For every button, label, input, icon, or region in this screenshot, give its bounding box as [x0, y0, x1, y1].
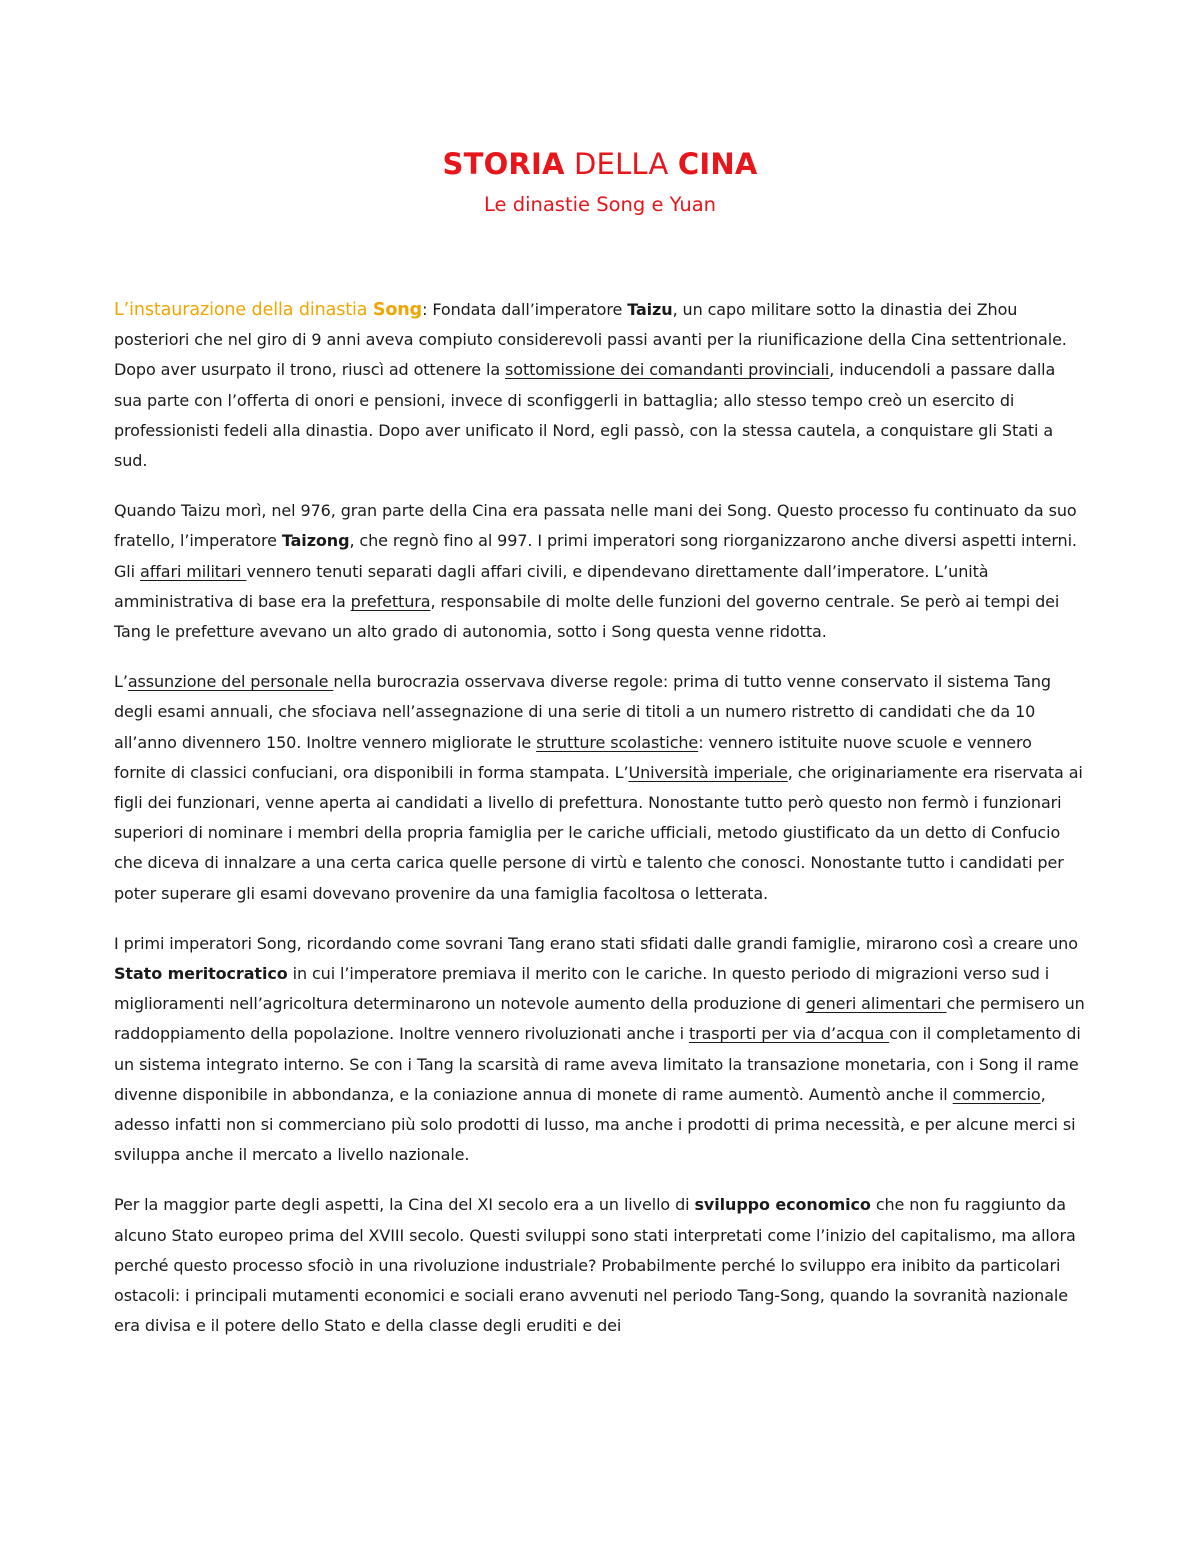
title-word-storia: STORIA: [442, 147, 565, 181]
page-subtitle: Le dinastie Song e Yuan: [483, 193, 717, 216]
underlined-term: sottomissione dei comandanti provinciali: [505, 360, 830, 380]
text-run: I primi imperatori Song, ricordando come sovrani Tang erano stati sfidati dalle grandi famiglie, mirarono così a creare uno: [114, 933, 1078, 953]
paragraph-1: [114, 295, 1086, 476]
text-run: L’: [114, 672, 128, 692]
bold-term: Taizong: [281, 531, 350, 551]
title-block: [0, 145, 1200, 219]
bold-term: sviluppo economico: [694, 1195, 871, 1215]
bold-term: Taizu: [627, 300, 673, 319]
underlined-term: generi alimentari: [805, 994, 947, 1014]
text-run: Per la maggior parte degli aspetti, la Cina del XI secolo era a un livello di: [114, 1195, 695, 1215]
text-run: che permisero un raddoppiamento della popolazione. Inoltre vennero rivoluzionati anche i: [114, 994, 1085, 1044]
text-run: che non fu raggiunto da alcuno Stato europeo prima del XVIII secolo. Questi sviluppi sono stati interpretati come l’inizio del capitalismo, ma allora perché questo processo sfociò in una rivoluzione industriale? Probabilmente perché lo sviluppo era inibito da particolari ostacoli: i principali mutamenti economici e sociali erano avvenuti nel periodo Tang-Song, quando la sovranità nazionale era divisa e il potere dello Stato e della classe degli eruditi e dei: [114, 1195, 1076, 1336]
heading-text: L’instaurazione della dinastia: [114, 300, 373, 320]
text-run: : Fondata dall’imperatore: [422, 300, 628, 319]
text-run: Quando Taizu morì, nel 976, gran parte della Cina era passata nelle mani dei Song. Questo processo fu continuato da suo fratello, l’imperatore: [114, 501, 1077, 551]
text-run: , inducendoli a passare dalla sua parte con l’offerta di onori e pensioni, invece di sconfiggerli in battaglia; allo stesso tempo creò un esercito di professionisti fedeli alla dinastia. Dopo aver unificato il Nord, egli passò, con la stessa cautela, a conquistare gli Stati a sud.: [114, 360, 1056, 471]
title-word-cina: CINA: [677, 147, 758, 181]
text-run: con il completamento di un sistema integrato interno. Se con i Tang la scarsità di rame aveva limitato la transazione monetaria, con i Song il rame divenne disponibile in abbondanza, e la coniazione annua di monete di rame aumentò. Aumentò anche il: [114, 1024, 1081, 1104]
paragraph-3: [114, 667, 1086, 909]
underlined-term: affari militari: [139, 561, 247, 581]
underlined-term: prefettura: [350, 591, 431, 611]
text-run: , che regnò fino al 997. I primi imperatori song riorganizzarono anche diversi aspetti interni. Gli: [114, 531, 1077, 581]
document-body: [114, 295, 1086, 1362]
bold-term: Stato meritocratico: [114, 964, 288, 984]
text-run: , un capo militare sotto la dinastia dei Zhou posteriori che nel giro di 9 anni aveva compiuto considerevoli passi avanti per la riunificazione della Cina settentrionale. Dopo aver usurpato il trono, riuscì ad ottenere la: [114, 300, 1067, 380]
underlined-term: strutture scolastiche: [536, 732, 699, 752]
text-run: , che originariamente era riservata ai figli dei funzionari, venne aperta ai candidati a livello di prefettura. Nonostante tutto però questo non fermò i funzionari superiori di nominare i membri della propria famiglia per le cariche ufficiali, metodo giustificato da un detto di Confucio che diceva di innalzare a una certa carica quelle persone di virtù e talento che conosci. Nonostante tutto i candidati per poter superare gli esami dovevano provenire da una famiglia facoltosa o letterata.: [114, 762, 1083, 903]
paragraph-4: [114, 929, 1086, 1171]
underlined-term: commercio: [952, 1084, 1041, 1104]
heading-bold: Song: [372, 300, 423, 320]
title-word-della: DELLA: [564, 147, 678, 181]
underlined-term: Università imperiale: [628, 762, 788, 782]
text-run: , responsabile di molte delle funzioni del governo centrale. Se però ai tempi dei Tang le prefetture avevano un alto grado di autonomia, sotto i Song questa venne ridotta.: [114, 591, 1060, 642]
text-run: in cui l’imperatore premiava il merito con le cariche. In questo periodo di migrazioni verso sud i miglioramenti nell’agricoltura determinarono un notevole aumento della produzione di: [114, 964, 1050, 1014]
paragraph-2: [114, 496, 1086, 647]
section-heading: [114, 300, 422, 320]
page-title: [0, 145, 1200, 183]
underlined-term: trasporti per via d’acqua: [688, 1024, 890, 1044]
text-run: : vennero istituite nuove scuole e vennero fornite di classici confuciani, ora disponibili in forma stampata. L’: [114, 732, 1032, 782]
text-run: vennero tenuti separati dagli affari civili, e dipendevano direttamente dall’imperatore. L’unità amministrativa di base era la: [114, 561, 989, 611]
paragraph-5: [114, 1190, 1086, 1341]
text-run: nella burocrazia osservava diverse regole: prima di tutto venne conservato il sistema Tang degli esami annuali, che sfociava nell’assegnazione di una serie di titoli a un numero ristretto di candidati che da 10 all’anno divennero 150. Inoltre vennero migliorate le: [114, 672, 1051, 752]
underlined-term: assunzione del personale: [127, 672, 334, 692]
text-run: , adesso infatti non si commerciano più solo prodotti di lusso, ma anche i prodotti di prima necessità, e per alcune merci si sviluppa anche il mercato a livello nazionale.: [114, 1084, 1076, 1165]
